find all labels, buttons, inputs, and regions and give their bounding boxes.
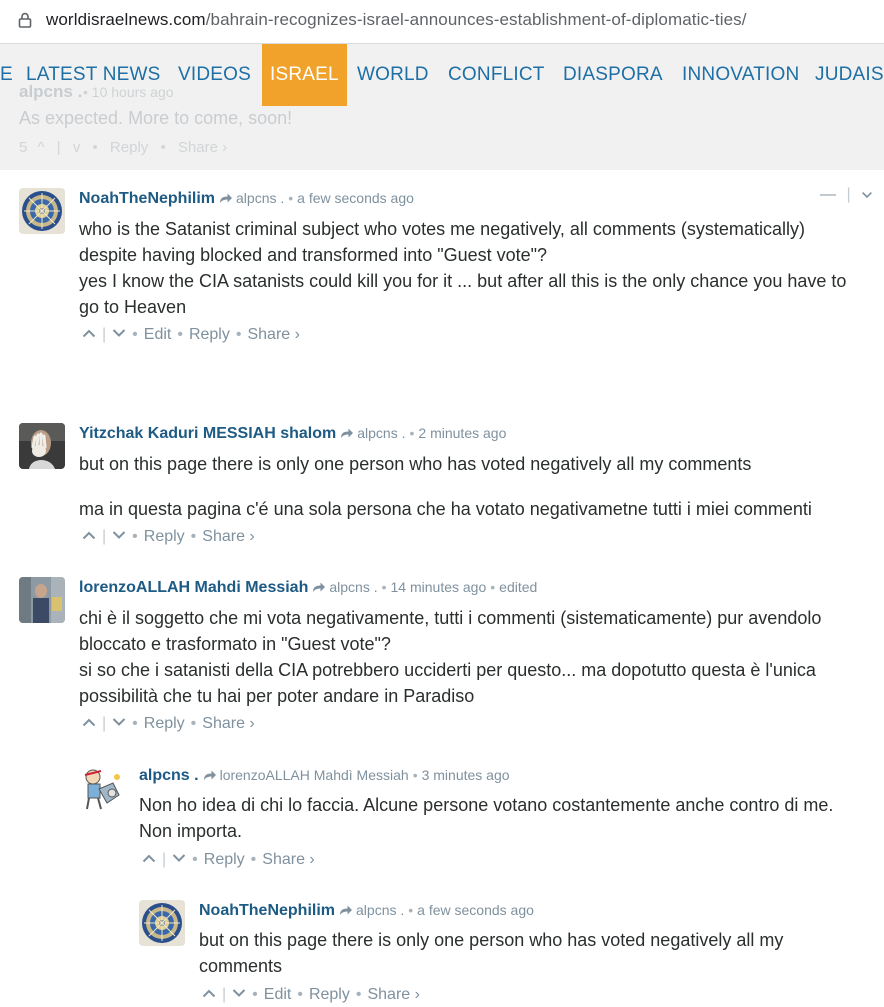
reply-arrow-icon — [312, 581, 326, 593]
comment-body — [79, 451, 879, 522]
comment-time[interactable]: a few seconds ago — [417, 902, 534, 918]
nav-item-world[interactable]: WORLD — [357, 64, 429, 85]
dropdown-chevron-icon[interactable] — [861, 191, 873, 199]
nav-item-judaism[interactable]: JUDAIS — [815, 64, 884, 85]
downvote-icon[interactable] — [232, 988, 246, 998]
downvote-icon[interactable]: v — [72, 139, 81, 156]
avatar[interactable] — [79, 765, 125, 811]
nav-item-innovation[interactable]: INNOVATION — [682, 64, 800, 85]
comment-controls: — | — [820, 186, 873, 204]
upvote-icon[interactable] — [82, 717, 96, 727]
comment-body — [139, 792, 879, 844]
comment-line: si so che i satanisti della CIA potrebbero ucciderti per questo... ma dopotutto questa è l'unica — [79, 660, 816, 680]
downvote-icon[interactable] — [172, 853, 186, 863]
faded-comment-body: As expected. More to come, soon! — [19, 108, 293, 128]
nav-item-israel[interactable]: ISRAEL — [262, 44, 347, 106]
avatar[interactable] — [139, 900, 185, 946]
comment-line: comments — [199, 956, 283, 976]
comment-body — [199, 927, 879, 979]
edit-link[interactable]: Edit — [143, 326, 172, 343]
share-link[interactable]: Share › — [367, 986, 420, 1003]
comment-line: possibilità che tu hai per poter andare in Paradiso — [79, 686, 475, 706]
nav-item-latest-news[interactable]: LATEST NEWS — [26, 64, 161, 85]
comment-line: bloccato e trasformato in "Guest vote"? — [79, 634, 391, 654]
comment-footer: | • Edit • Reply • Share › — [82, 326, 300, 344]
reply-link[interactable]: Reply — [308, 986, 350, 1003]
reply-arrow-icon — [219, 192, 233, 204]
comment-parent-author[interactable]: alpcns . — [357, 425, 406, 441]
comment-line-spacer — [79, 477, 879, 496]
avatar[interactable] — [19, 188, 65, 234]
upvote-icon[interactable]: ^ — [37, 139, 45, 156]
comment-time[interactable]: 2 minutes ago — [418, 425, 507, 441]
comment-author[interactable]: lorenzoALLAH Mahdi Messiah — [79, 579, 309, 596]
comment-footer: | • Reply • Share › — [82, 715, 255, 733]
comment-header: alpcns . lorenzoALLAH Mahdì Messiah • 3 minutes ago — [139, 767, 510, 784]
nav-item-partial-left[interactable]: E — [0, 64, 13, 85]
comment-parent-author[interactable]: alpcns . — [329, 579, 378, 595]
faded-vote-count: 5 — [19, 139, 28, 156]
upvote-icon[interactable] — [82, 530, 96, 540]
faded-comment-footer: 5 ^ | v • Reply • Share › — [19, 139, 228, 156]
comment-line: go to Heaven — [79, 297, 187, 317]
reply-link[interactable]: Reply — [143, 528, 185, 545]
reply-link[interactable]: Reply — [143, 715, 185, 732]
url-path: /bahrain-recognizes-israel-announces-establishment-of-diplomatic-ties/ — [205, 10, 747, 29]
share-link[interactable]: Share › — [247, 326, 300, 343]
faded-comment-author: alpcns . — [19, 82, 83, 101]
downvote-icon[interactable] — [112, 328, 126, 338]
nav-item-videos[interactable]: VIDEOS — [178, 64, 251, 85]
downvote-icon[interactable] — [112, 530, 126, 540]
comment-line: but on this page there is only one person who has voted negatively all my — [199, 930, 784, 950]
comment-author[interactable]: alpcns . — [139, 767, 199, 784]
share-link[interactable]: Share › — [262, 851, 315, 868]
share-link[interactable]: Share › — [202, 715, 255, 732]
comment-header: Yitzchak Kaduri MESSIAH shalom alpcns . • 2 minutes ago — [79, 425, 507, 442]
comment-header: lorenzoALLAH Mahdi Messiah alpcns . • 14 minutes ago • edited — [79, 579, 538, 596]
url-text[interactable] — [46, 10, 747, 30]
comment-line: but on this page there is only one person who has voted negatively all my comments — [79, 454, 752, 474]
avatar[interactable] — [19, 423, 65, 469]
comment-time[interactable]: a few seconds ago — [297, 190, 414, 206]
comment-line: ma in questa pagina c'é una sola persona che ha votato negativametne tutti i miei commenti — [79, 499, 812, 519]
comment-parent-author[interactable]: alpcns . — [236, 190, 285, 206]
reply-link[interactable]: Reply — [188, 326, 230, 343]
avatar[interactable] — [19, 577, 65, 623]
reply-arrow-icon — [339, 904, 353, 916]
share-link[interactable]: Share › — [202, 528, 255, 545]
comment-time[interactable]: 14 minutes ago — [390, 579, 487, 595]
comment-time[interactable]: 3 minutes ago — [421, 767, 510, 783]
comment-footer: | • Reply • Share › — [82, 528, 255, 546]
comment-line: Non ho idea di chi lo faccia. Alcune persone votano costantemente anche contro di me. — [139, 795, 834, 815]
comment-footer: | • Reply • Share › — [142, 851, 315, 869]
reply-link[interactable]: Reply — [203, 851, 245, 868]
faded-comment-time: • 10 hours ago — [83, 84, 174, 100]
comment-author[interactable]: NoahTheNephilim — [199, 902, 336, 919]
reply-arrow-icon — [203, 769, 217, 781]
comment-header: NoahTheNephilim alpcns . • a few seconds ago — [199, 902, 534, 919]
edited-label: edited — [499, 579, 538, 595]
comment-line: yes I know the CIA satanists could kill you for it ... but after all this is the only chance you have to — [79, 271, 847, 291]
collapse-button[interactable]: — — [820, 186, 836, 203]
main-nav — [0, 44, 884, 106]
upvote-icon[interactable] — [82, 328, 96, 338]
url-host: worldisraelnews.com — [46, 10, 206, 29]
comment-body — [79, 216, 879, 320]
downvote-icon[interactable] — [112, 717, 126, 727]
comment-line: despite having blocked and transformed into "Guest vote"? — [79, 245, 548, 265]
edit-link[interactable]: Edit — [263, 986, 292, 1003]
comment-line: Non importa. — [139, 821, 243, 841]
address-bar[interactable] — [0, 0, 884, 44]
comment-author[interactable]: NoahTheNephilim — [79, 190, 216, 207]
comment-author[interactable]: Yitzchak Kaduri MESSIAH shalom — [79, 425, 337, 442]
comment-line: who is the Satanist criminal subject who votes me negatively, all comments (systematically) — [79, 219, 805, 239]
nav-item-conflict[interactable]: CONFLICT — [448, 64, 545, 85]
lock-icon — [18, 12, 32, 28]
comment-footer: | • Edit • Reply • Share › — [202, 986, 420, 1004]
reply-arrow-icon — [340, 427, 354, 439]
faded-reply-link[interactable]: Reply — [109, 139, 149, 156]
upvote-icon[interactable] — [202, 988, 216, 998]
nav-item-diaspora[interactable]: DIASPORA — [563, 64, 663, 85]
comment-line: chi è il soggetto che mi vota negativamente, tutti i commenti (sistematicamente) pur avendolo — [79, 608, 822, 628]
upvote-icon[interactable] — [142, 853, 156, 863]
comment-parent-author[interactable]: alpcns . — [356, 902, 405, 918]
comment-parent-author[interactable]: lorenzoALLAH Mahdì Messiah — [219, 767, 409, 783]
comment-header: NoahTheNephilim alpcns . • a few seconds ago — [79, 190, 414, 207]
comment-body — [79, 605, 879, 709]
faded-share-link[interactable]: Share › — [177, 139, 228, 156]
